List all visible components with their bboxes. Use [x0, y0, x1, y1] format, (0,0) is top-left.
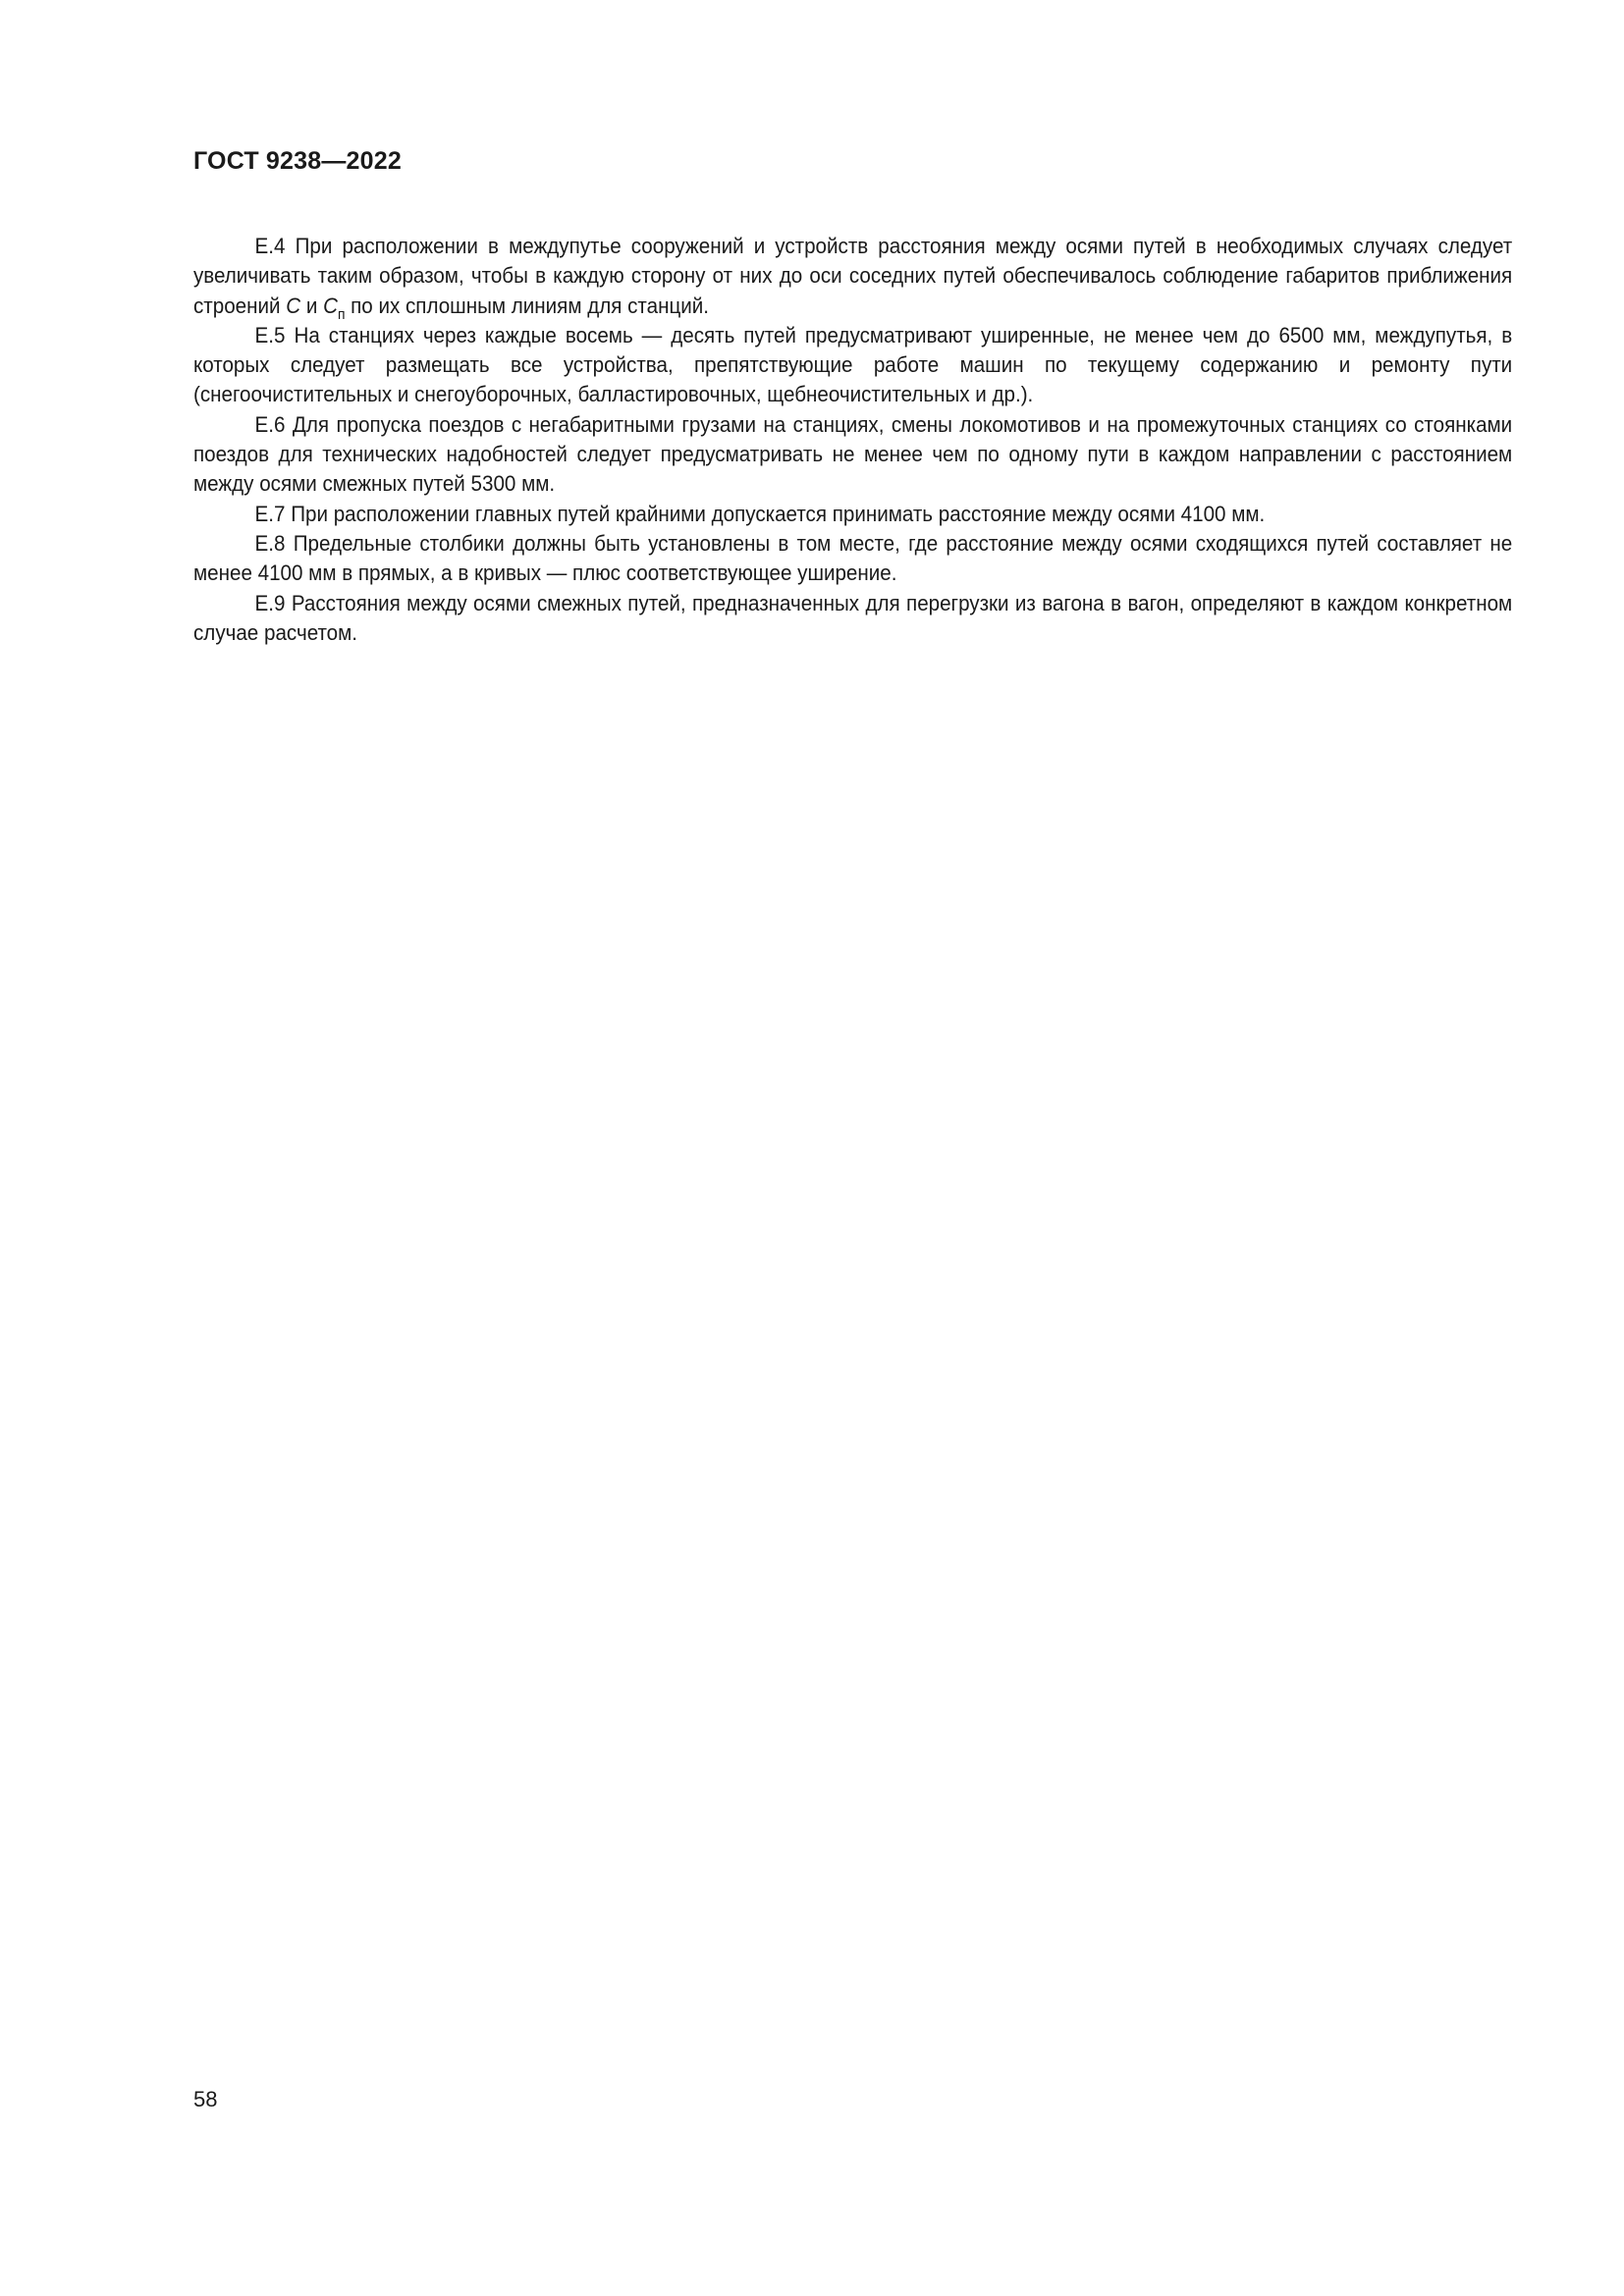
paragraph-e8 [193, 529, 1512, 589]
paragraph-label: Е.8 [254, 530, 286, 556]
paragraph-e7 [193, 500, 1512, 529]
paragraph-label: Е.5 [254, 322, 286, 347]
paragraph-label: Е.9 [254, 590, 286, 615]
symbol-c: C [286, 293, 301, 318]
paragraph-text: Для пропуска поездов с негабаритными грузами на станциях, смены локомотивов и на промежуточных станциях со стоянками поездов для технических надобностей следует предусматривать не менее чем по одному пути в каждом направлении с расстоянием между осями смежных путей 5300 мм. [193, 411, 1513, 497]
paragraph-label: Е.7 [254, 501, 286, 526]
page-number: 58 [193, 2087, 218, 2111]
symbol-cp: C [323, 293, 338, 318]
paragraph-text: Предельные столбики должны быть установлены в том месте, где расстояние между осями сходящихся путей составляет не менее 4100 мм в прямых, а в кривых — плюс соответствующее уширение. [193, 530, 1513, 586]
paragraph-e9 [193, 589, 1512, 649]
paragraph-text: При расположении в междупутье сооружений и устройств расстояния между осями путей в необходимых случаях следует увеличивать таким образом, чтобы в каждую сторону от них до оси соседних путей обеспечивалось соблюдение габаритов приближения строений [193, 234, 1513, 318]
document-header: ГОСТ 9238—2022 [193, 147, 402, 175]
paragraph-text: На станциях через каждые восемь — десять путей предусматривают уширенные, не менее чем до 6500 мм, междупутья, в которых следует размещать все устройства, препятствующие работе машин по текущему содержанию и ремонту пути (снегоочистительных и снегоуборочных, балластировочных, щебнеочистительных и др.). [193, 322, 1513, 407]
paragraph-text-end: по их сплошным линиям для станций. [345, 293, 710, 318]
paragraph-e5 [193, 321, 1512, 410]
document-body [193, 232, 1512, 648]
symbol-cp-subscript: п [337, 305, 346, 323]
paragraph-e4 [193, 232, 1512, 321]
conjunction: и [300, 293, 324, 318]
paragraph-label: Е.6 [254, 411, 286, 437]
paragraph-text: Расстояния между осями смежных путей, предназначенных для перегрузки из вагона в вагон, определяют в каждом конкретном случае расчетом. [193, 590, 1513, 645]
paragraph-e6 [193, 410, 1512, 500]
paragraph-label: Е.4 [254, 234, 286, 258]
paragraph-text: При расположении главных путей крайними допускается принимать расстояние между осями 4100 мм. [291, 501, 1266, 526]
